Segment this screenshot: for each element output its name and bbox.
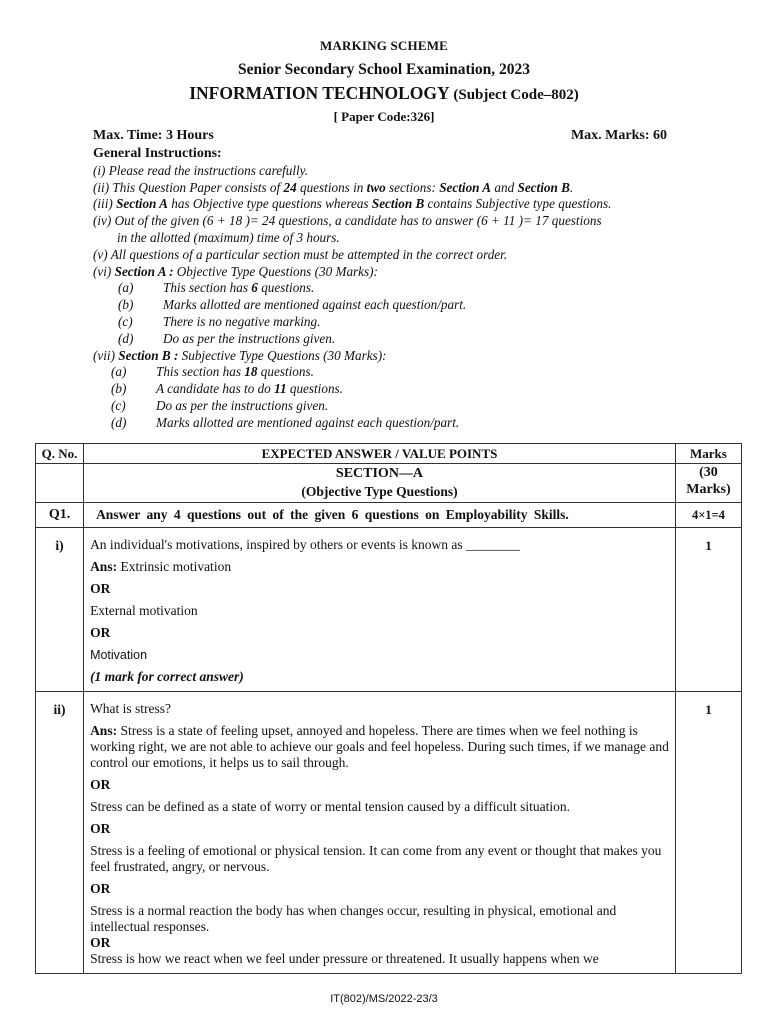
subject-code: (Subject Code–802) (453, 87, 579, 103)
qii-question: What is stress? (90, 701, 172, 716)
qii-answer-cell (84, 692, 676, 974)
general-instructions (93, 146, 713, 432)
marking-scheme-title: MARKING SCHEME (319, 38, 449, 53)
instruction-vii-a: (a) This section has 18 questions. (111, 364, 314, 380)
qii-or-1: OR (90, 777, 111, 792)
col-answer-header: EXPECTED ANSWER / VALUE POINTS (84, 444, 676, 464)
qi-alt-1: External motivation (90, 603, 198, 618)
instruction-iv-continued: in the allotted (maximum) time of 3 hours. (117, 229, 340, 245)
instructions-heading: General Instructions: (93, 146, 222, 161)
instruction-iii: (iii) Section A has Objective type questions whereas Section B contains Subjective type questions. (93, 196, 612, 212)
exam-title: Senior Secondary School Examination, 2023 (237, 61, 531, 78)
instruction-vi-c: (c) There is no negative marking. (118, 313, 321, 329)
section-a-marks: (30 Marks) (675, 464, 741, 503)
qi-or-2: OR (90, 625, 111, 640)
qii-alt-3: Stress is a normal reaction the body has when changes occur, resulting in physical, emotional and intellectual responses. (90, 903, 617, 934)
table-row-qi (36, 528, 742, 692)
qi-alt-2: Motivation (90, 648, 148, 662)
col-marks-header: Marks (675, 444, 741, 464)
instruction-vi-b: (b) Marks allotted are mentioned against each question/part. (118, 297, 467, 313)
instruction-ii: (ii) This Question Paper consists of 24 questions in two sections: Section A and Section B. (93, 179, 574, 195)
max-marks: Max. Marks: 60 (570, 128, 667, 143)
instruction-iv: (iv) Out of the given (6 + 18 )= 24 questions, a candidate has to answer (6 + 11 )= 17 questions (93, 213, 602, 229)
section-a-row (36, 464, 742, 503)
paper-code: [ Paper Code:326] (333, 109, 435, 124)
table-row-qii (36, 692, 742, 974)
document-header (0, 38, 768, 125)
q1-label: Q1. (36, 503, 84, 528)
col-qno-header: Q. No. (36, 444, 84, 464)
qii-alt-2: Stress is a feeling of emotional or physical tension. It can come from any event or thought that makes you feel frustrated, angry, or nervous. (90, 843, 662, 874)
q1-marks: 4×1=4 (675, 503, 741, 528)
answer-table (35, 443, 742, 974)
page-footer: IT(802)/MS/2022-23/3 (330, 993, 438, 1005)
qii-alt-1: Stress can be defined as a state of worry or mental tension caused by a difficult situation. (90, 799, 571, 814)
instruction-vi-a: (a) This section has 6 questions. (118, 280, 315, 296)
qii-marks: 1 (675, 692, 741, 974)
qi-answer: Ans: Extrinsic motivation (90, 559, 232, 574)
qi-marking-note: (1 mark for correct answer) (90, 669, 244, 684)
qii-answer: Ans: Stress is a state of feeling upset, annoyed and hopeless. There are times when we feel nothing is working right, we are not able to achieve our goals and feel hopeless. During such times, if we manage and control our emotions, it helps us to sail through. (90, 723, 669, 770)
subject-title (0, 83, 768, 105)
q1-row (36, 503, 742, 528)
instruction-vii-c: (c) Do as per the instructions given. (111, 397, 329, 413)
qii-or-2: OR (90, 821, 111, 836)
section-a-title-cell (84, 464, 676, 503)
instruction-vi: (vi) Section A : Objective Type Questions (30 Marks): (93, 263, 378, 279)
section-a-empty-cell (36, 464, 84, 503)
q1-instruction: Answer any 4 questions out of the given 6 questions on Employability Skills. (84, 503, 676, 528)
instruction-vii-d: (d) Marks allotted are mentioned against each question/part. (111, 414, 460, 430)
qii-or-4: OR (90, 935, 111, 950)
instruction-vii: (vii) Section B : Subjective Type Questions (30 Marks): (93, 347, 387, 363)
exam-meta (93, 128, 667, 146)
qii-alt-4: Stress is how we react when we feel under pressure or threatened. It usually happens when we (90, 951, 599, 966)
max-time: Max. Time: 3 Hours (93, 128, 214, 143)
qi-marks: 1 (675, 528, 741, 692)
qi-answer-cell (84, 528, 676, 692)
section-a-title: SECTION—A (335, 466, 424, 481)
qi-or-1: OR (90, 581, 111, 596)
table-header-row (36, 444, 742, 464)
qi-label: i) (36, 528, 84, 692)
subject-name: INFORMATION TECHNOLOGY (189, 83, 449, 103)
instruction-vii-b: (b) A candidate has to do 11 questions. (111, 381, 343, 397)
instruction-vi-d: (d) Do as per the instructions given. (118, 330, 336, 346)
qii-label: ii) (36, 692, 84, 974)
instruction-i: (i) Please read the instructions carefully. (93, 162, 309, 178)
section-a-subtitle: (Objective Type Questions) (301, 484, 458, 499)
instruction-v: (v) All questions of a particular section must be attempted in the correct order. (93, 246, 508, 262)
qi-question: An individual's motivations, inspired by others or events is known as ________ (90, 537, 520, 552)
qii-or-3: OR (90, 881, 111, 896)
